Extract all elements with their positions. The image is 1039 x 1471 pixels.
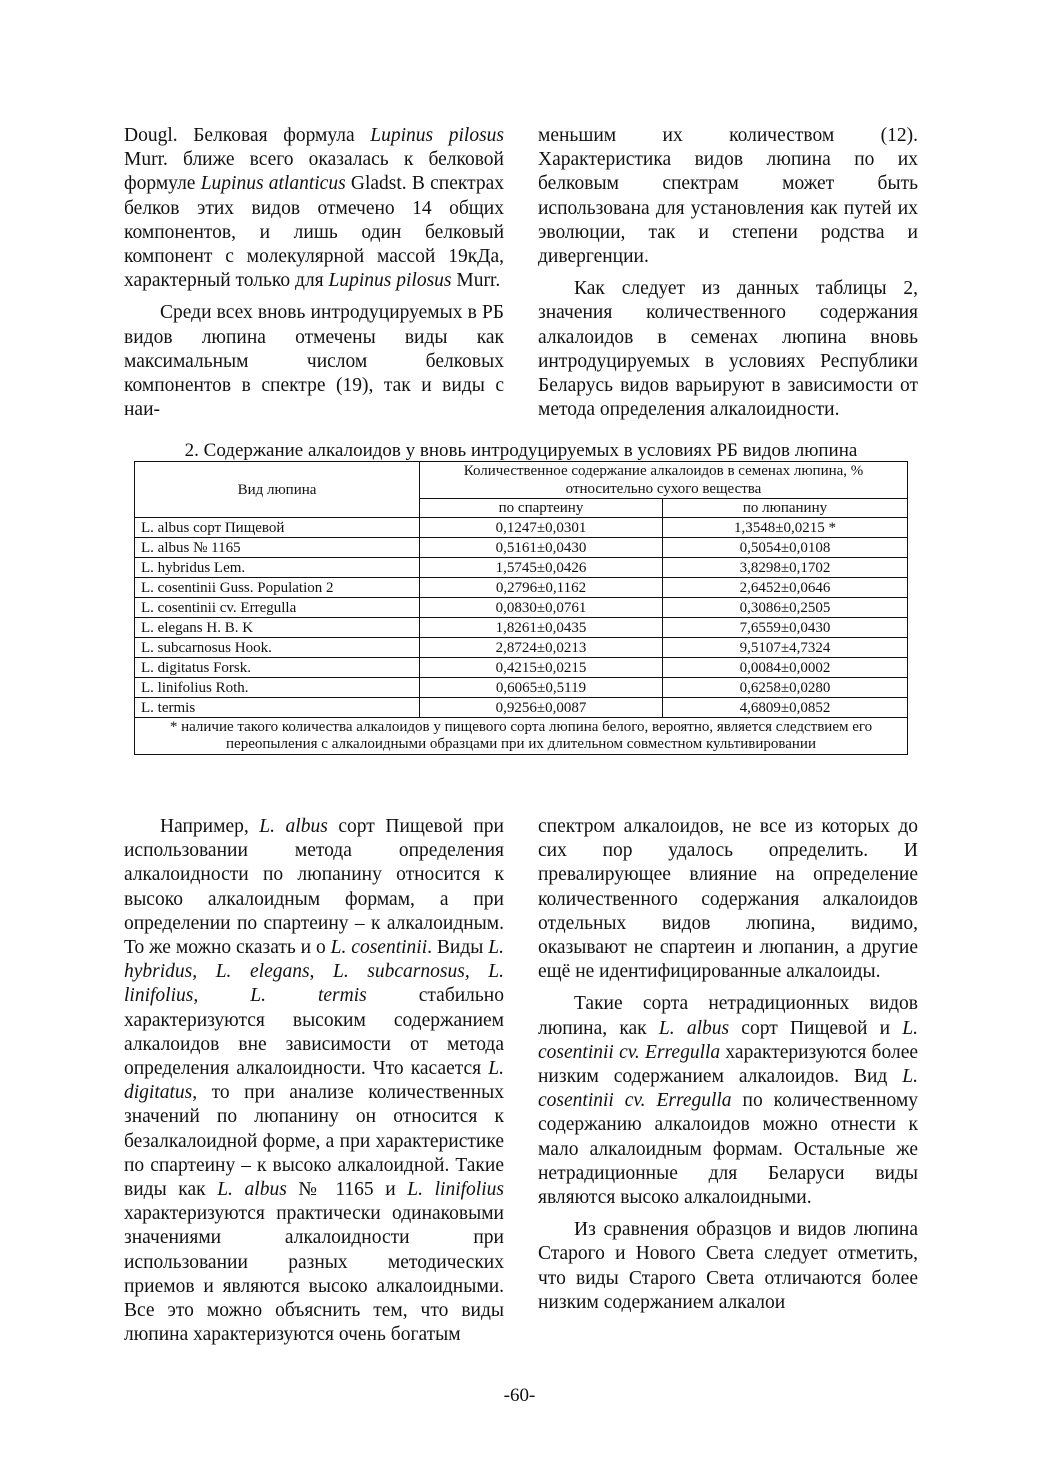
text-column-top-right (538, 124, 918, 422)
lupanine-cell: 4,6809±0,0852 (663, 698, 908, 718)
italic-term: Lupinus pilosus (328, 270, 452, 292)
table-body (135, 518, 908, 718)
lupanine-cell: 0,3086±0,2505 (663, 598, 908, 618)
sparteine-cell: 0,0830±0,0761 (420, 598, 663, 618)
species-cell: L. linifolius Roth. (135, 678, 420, 698)
lupanine-cell: 3,8298±0,1702 (663, 558, 908, 578)
table-caption: 2. Содержание алкалоидов у вновь интродуцируемых в условиях РБ видов люпина (184, 440, 858, 461)
italic-term: L. digitatus (124, 1058, 504, 1104)
alkaloid-table (134, 461, 908, 755)
sparteine-cell: 0,2796±0,1162 (420, 578, 663, 598)
lupanine-cell: 0,5054±0,0108 (663, 538, 908, 558)
sparteine-cell: 1,8261±0,0435 (420, 618, 663, 638)
italic-term: L. albus (658, 1017, 730, 1039)
table-footnote: * наличие такого количества алкалоидов у пищевого сорта люпина белого, вероятно, является следствием его переопыления с алкалоидными образцами при их длительном совместном культивировании (135, 718, 908, 755)
paragraph: Из сравнения образцов и видов люпина Старого и Нового Света следует отметить, что виды Старого Света отличаются более низким содержанием алкалои (538, 1219, 918, 1313)
species-cell: L. digitatus Forsk. (135, 658, 420, 678)
lupanine-cell: 7,6559±0,0430 (663, 618, 908, 638)
header-species: Вид люпина (135, 462, 420, 518)
table-row (135, 558, 908, 578)
species-cell: L. termis (135, 698, 420, 718)
sparteine-cell: 1,5745±0,0426 (420, 558, 663, 578)
species-cell: L. albus № 1165 (135, 538, 420, 558)
paragraph: Такие сорта нетрадиционных видов люпина, как L. albus сорт Пищевой и L. cosentinii cv. Erregulla характеризуются более низким содержанием алкалоидов. Вид L. cosentinii cv. Erregulla по количественному содержанию алкалоидов можно отнести к мало алкалоидным формам. Остальные же нетрадиционные для Беларуси виды являются высоко алкалоидными. (538, 993, 918, 1209)
species-cell: L. elegans H. B. K (135, 618, 420, 638)
italic-term: L. hybridus, L. elegans, L. subcarnosus, L. linifolius, L. termis (124, 937, 504, 1007)
paragraph: Например, L. albus сорт Пищевой при использовании метода определения алкалоидности по люпанину относится к высоко алкалоидным формам, а при определении по спартеину – к алкалоидным. То же можно сказать и о L. cosentinii. Виды L. hybridus, L. elegans, L. subcarnosus, L. linifolius, L. termis стабильно характеризуются высоким содержанием алкалоидов вне зависимости от метода определения алкалоидности. Что касается L. digitatus, то при анализе количественных значений по люпанину он относится к безалкалоидной форме, а при характеристике по спартеину – к высоко алкалоидной. Такие виды как L. albus № 1165 и L. linifolius характеризуются практически одинаковыми значениями алкалоидности при использовании разных методических приемов и являются высоко алкалоидными. Все это можно объяснить тем, что виды люпина характеризуются очень богатым (124, 816, 504, 1346)
italic-term: L. cosentinii cv. Erregulla (538, 1066, 918, 1112)
text-column-bottom-right (538, 815, 918, 1315)
species-cell: L. subcarnosus Hook. (135, 638, 420, 658)
paragraph: Dougl. Белковая формула Lupinus pilosus Murr. ближе всего оказалась к белковой формуле Lupinus atlanticus Gladst. В спектрах белков этих видов отмечено 14 общих компонентов, и лишь один белковый компонент с молекулярной массой 19кДа, характерный только для Lupinus pilosus Murr. (124, 125, 504, 292)
lupanine-cell: 0,0084±0,0002 (663, 658, 908, 678)
italic-term: L. albus (217, 1179, 287, 1201)
text-column-bottom-left (124, 815, 504, 1347)
species-cell: L. hybridus Lem. (135, 558, 420, 578)
sparteine-cell: 0,1247±0,0301 (420, 518, 663, 538)
header-lupanine: по люпанину (663, 499, 908, 518)
text-column-top-left (124, 124, 504, 422)
italic-term: L. cosentinii cv. Erregulla (538, 1017, 918, 1063)
italic-term: L. cosentinii (330, 937, 428, 959)
species-cell: L. cosentinii cv. Erregulla (135, 598, 420, 618)
lupanine-cell: 9,5107±4,7324 (663, 638, 908, 658)
italic-term: L. linifolius (407, 1179, 504, 1201)
table-row (135, 618, 908, 638)
table-row (135, 678, 908, 698)
sparteine-cell: 0,6065±0,5119 (420, 678, 663, 698)
italic-term: L. albus (259, 816, 328, 837)
header-alkaloid-content: Количественное содержание алкалоидов в семенах люпина, % относительно сухого вещества (420, 462, 908, 499)
paragraph: Среди всех вновь интродуцируемых в РБ видов люпина отмечены виды как максимальным числом белковых компонентов в спектре (19), так и виды с наи- (124, 302, 504, 421)
table-row (135, 518, 908, 538)
page-number: -60- (503, 1385, 536, 1406)
table-row (135, 638, 908, 658)
sparteine-cell: 2,8724±0,0213 (420, 638, 663, 658)
lupanine-cell: 0,6258±0,0280 (663, 678, 908, 698)
sparteine-cell: 0,5161±0,0430 (420, 538, 663, 558)
sparteine-cell: 0,9256±0,0087 (420, 698, 663, 718)
table-row (135, 538, 908, 558)
species-cell: L. cosentinii Guss. Population 2 (135, 578, 420, 598)
table-row (135, 598, 908, 618)
sparteine-cell: 0,4215±0,0215 (420, 658, 663, 678)
italic-term: Lupinus pilosus (370, 125, 504, 146)
table-row (135, 698, 908, 718)
paragraph: Как следует из данных таблицы 2, значения количественного содержания алкалоидов в семенах люпина вновь интродуцируемых в условиях Республики Беларусь видов варьируют в зависимости от метода определения алкалоидности. (538, 278, 918, 421)
lupanine-cell: 2,6452±0,0646 (663, 578, 908, 598)
header-sparteine: по спартеину (420, 499, 663, 518)
table-row (135, 658, 908, 678)
italic-term: Lupinus atlanticus (200, 173, 346, 195)
paragraph: меньшим их количеством (12). Характеристика видов люпина по их белковым спектрам может быть использована для установления как путей их эволюции, так и степени родства и дивергенции. (538, 125, 918, 268)
paragraph: спектром алкалоидов, не все из которых до сих пор удалось определить. И превалирующее влияние на определение количественного содержания алкалоидов отдельных видов люпина, видимо, оказывают не спартеин и люпанин, а другие ещё не идентифицированные алкалоиды. (538, 816, 918, 983)
lupanine-cell: 1,3548±0,0215 * (663, 518, 908, 538)
species-cell: L. albus сорт Пищевой (135, 518, 420, 538)
table-row (135, 578, 908, 598)
